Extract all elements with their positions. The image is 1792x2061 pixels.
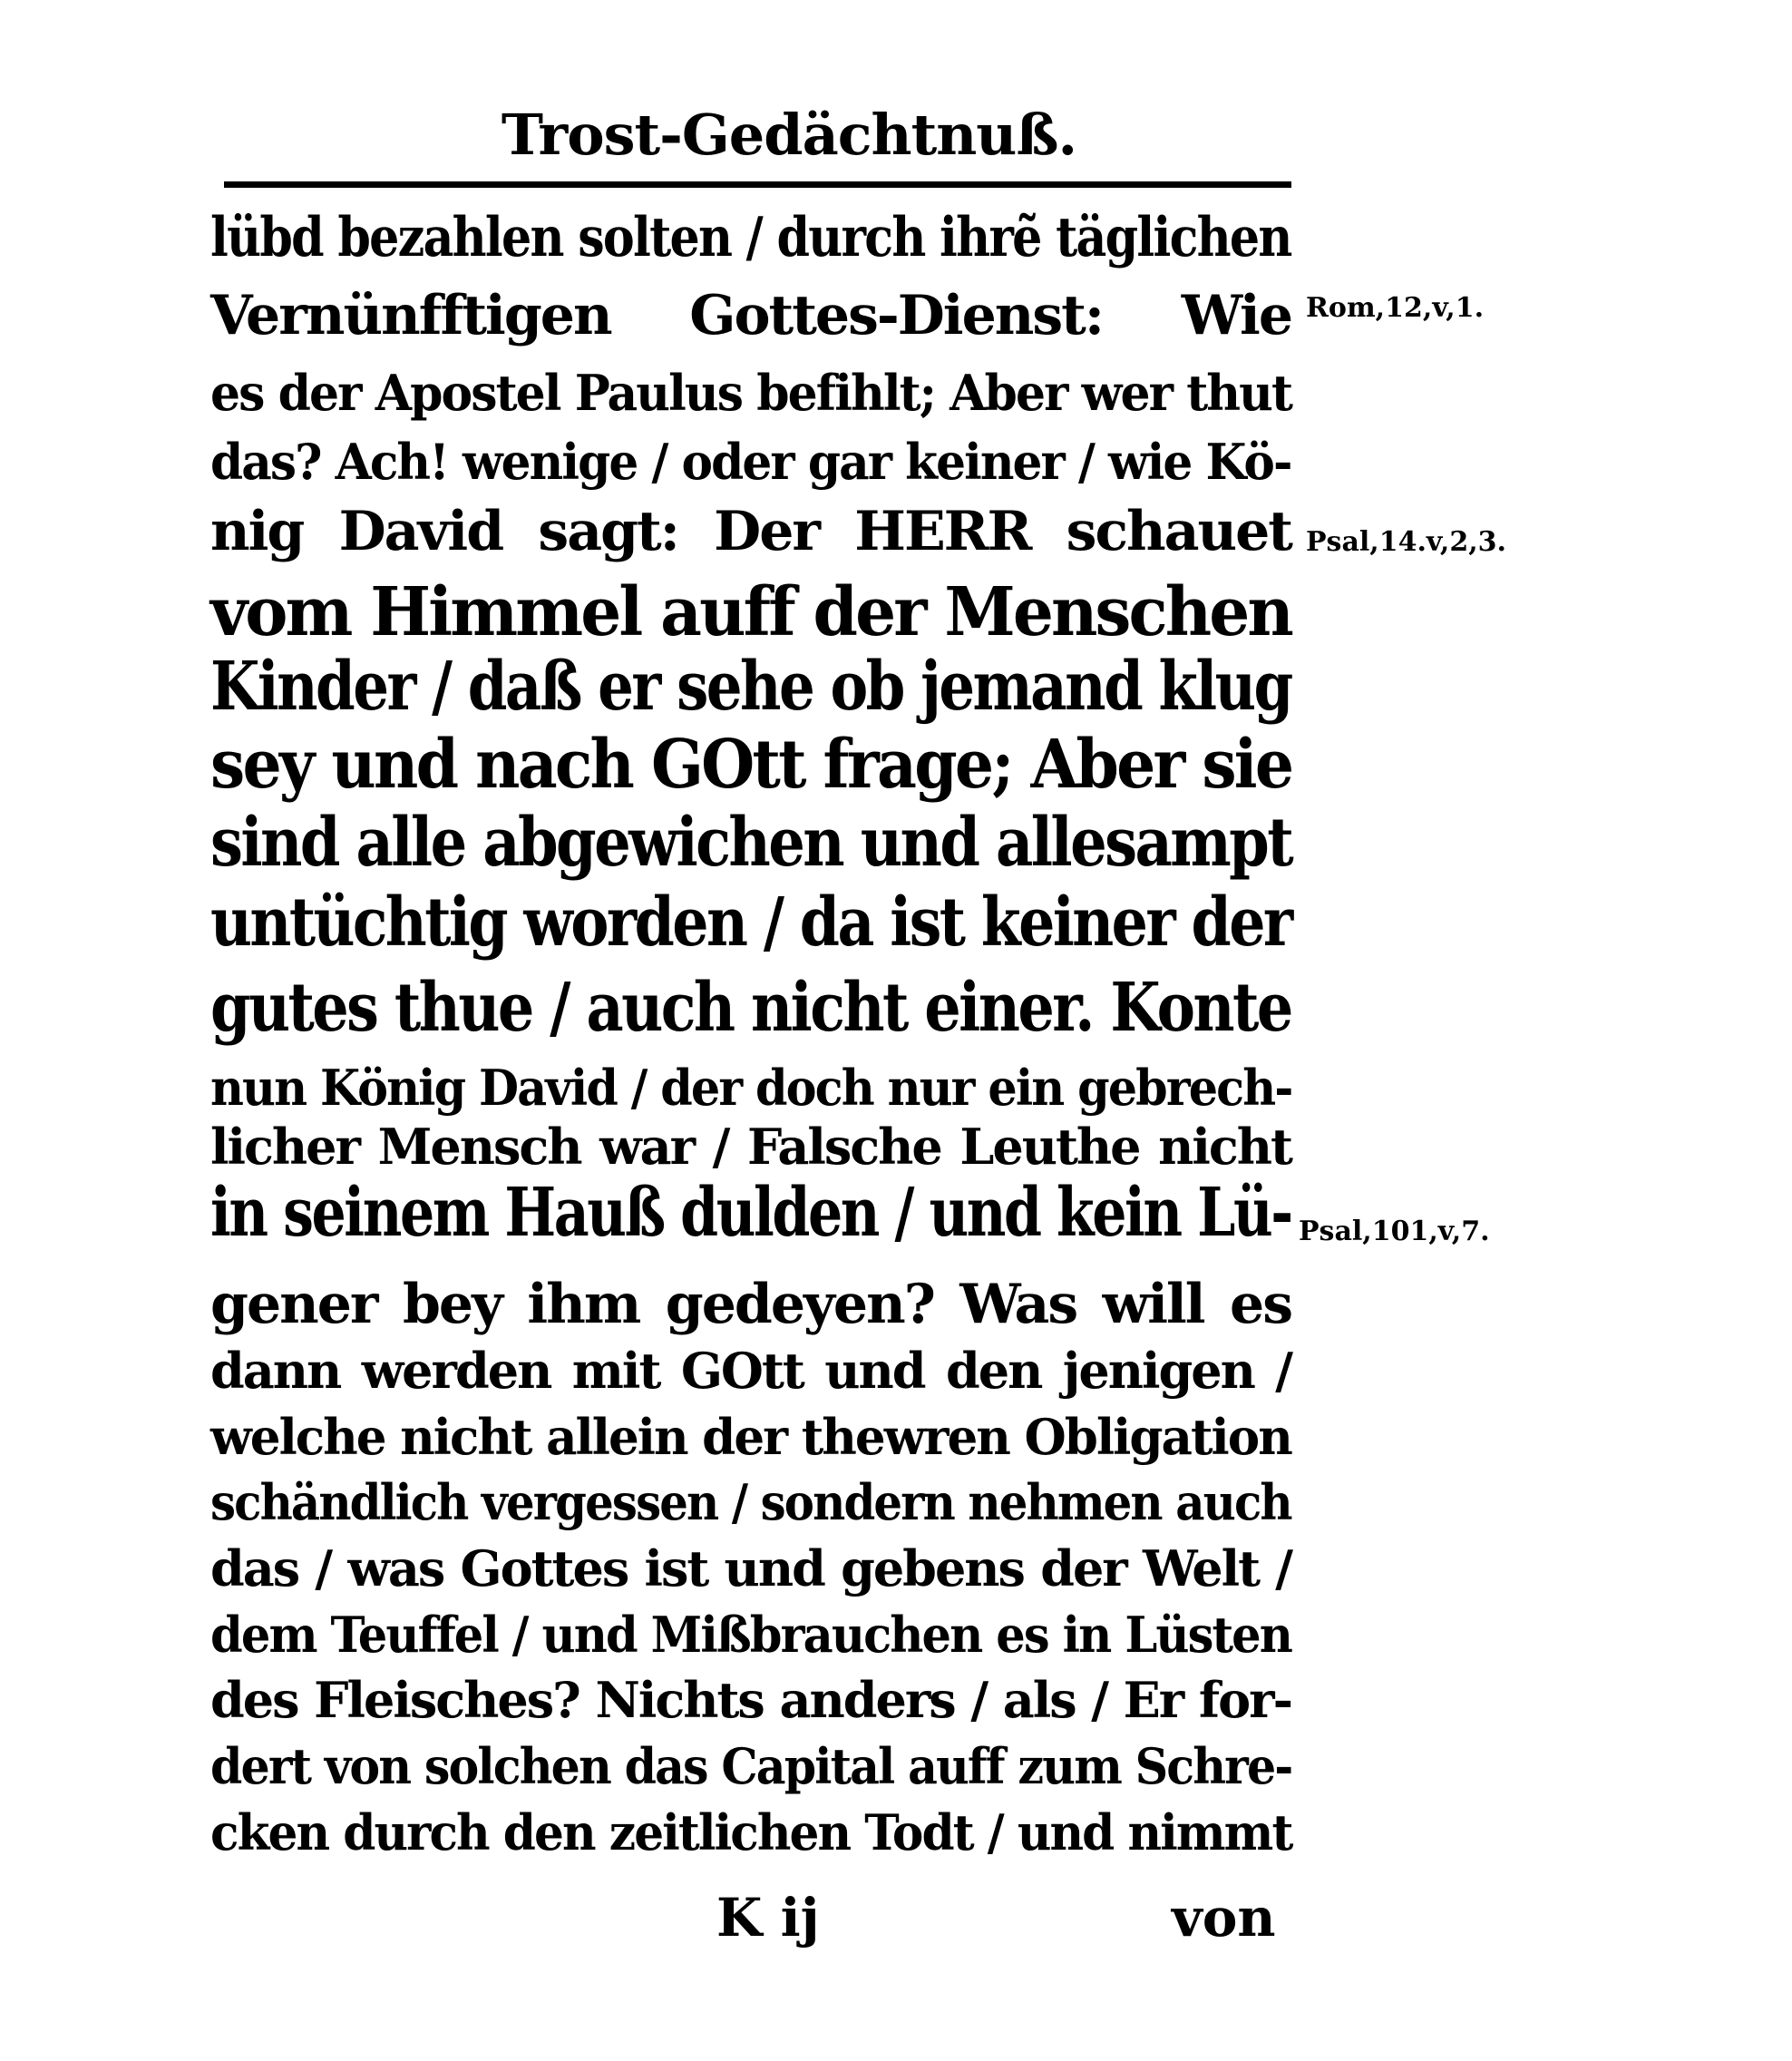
signature-mark: K ij — [716, 1887, 820, 1949]
text-line: sey und nach GOtt frage; Aber sie — [210, 726, 1292, 804]
text-line: Vernünfftigen Gottes-Dienst: Wie — [210, 284, 1291, 347]
text-line: schändlich vergessen / sondern nehmen auch — [210, 1473, 1291, 1531]
text-line: es der Apostel Paulus befihlt; Aber wer thut — [210, 364, 1292, 422]
text-line: nig David sagt: Der HERR schauet — [210, 500, 1291, 563]
running-header: Trost-Gedächtnuß. — [501, 102, 1077, 168]
margin-note: Psal,14.v,2,3. — [1306, 526, 1506, 558]
text-line: dem Teuffel / und Mißbrauchen es in Lüsten — [210, 1606, 1292, 1664]
text-line: untüchtig worden / da ist keiner der — [210, 884, 1291, 962]
header-rule — [224, 181, 1291, 188]
text-line: nun König David / der doch nur ein gebrech- — [210, 1059, 1292, 1117]
text-line: cken durch den zeitlichen Todt / und nimmt — [210, 1803, 1292, 1861]
margin-note: Psal,101,v,7. — [1299, 1216, 1490, 1247]
text-line: des Fleisches? Nichts anders / als / Er for- — [210, 1671, 1291, 1729]
text-line: vom Himmel auff der Menschen — [210, 573, 1291, 651]
text-line: lübd bezahlen solten / durch ihrẽ täglichen — [210, 206, 1291, 269]
text-line: sind alle abgewichen und allesampt — [210, 804, 1292, 882]
text-line: welche nicht allein der thewren Obligation — [210, 1408, 1291, 1466]
margin-note: Rom,12,v,1. — [1306, 292, 1485, 324]
text-line: dert von solchen das Capital auff zum Schre- — [210, 1737, 1292, 1795]
text-line: gutes thue / auch nicht einer. Konte — [210, 969, 1291, 1047]
text-line: Kinder / daß er sehe ob jemand klug — [210, 648, 1291, 726]
text-line: dann werden mit GOtt und den jenigen / — [210, 1342, 1291, 1400]
text-line: das / was Gottes ist und gebens der Welt / — [210, 1539, 1291, 1597]
catchword: von — [1172, 1887, 1276, 1949]
text-line: gener bey ihm gedeyen? Was will es — [210, 1273, 1291, 1336]
text-line: das? Ach! wenige / oder gar keiner / wie Kö- — [210, 433, 1291, 491]
text-line: in seinem Hauß dulden / und kein Lü- — [210, 1174, 1291, 1252]
text-line: licher Mensch war / Falsche Leuthe nicht — [210, 1118, 1291, 1176]
